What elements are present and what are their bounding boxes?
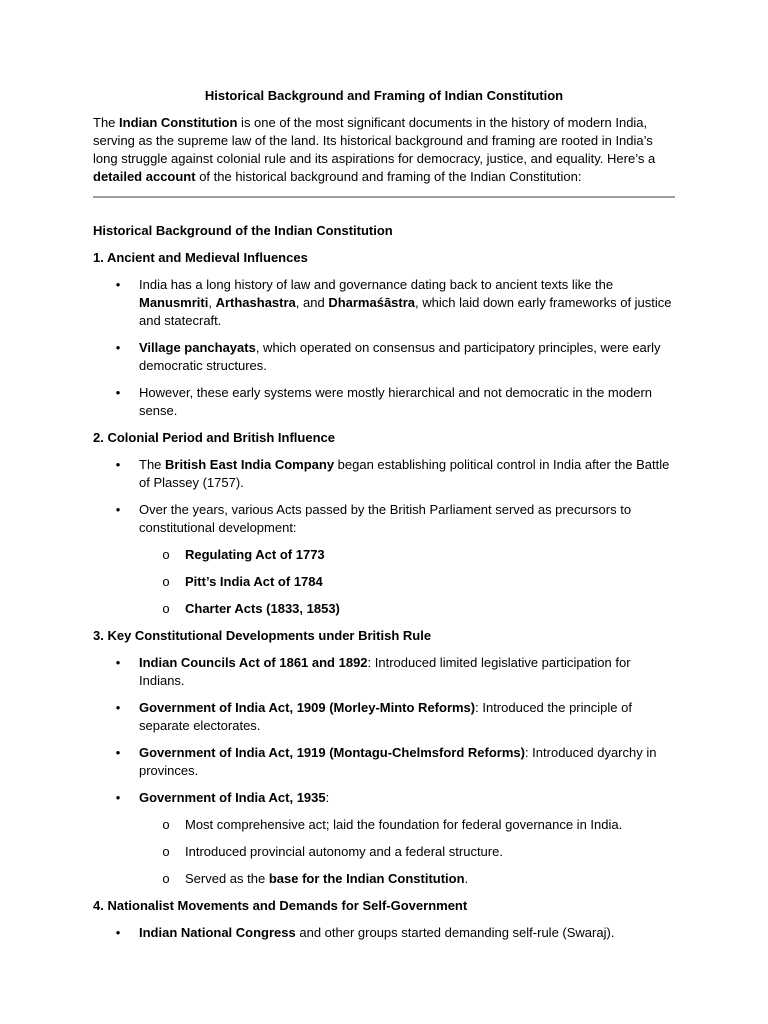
item-text: However, these early systems were mostly hierarchical and not democratic in the modern sense.: [139, 385, 652, 418]
bullet-icon: •: [115, 700, 121, 715]
item-bold: British East India Company: [165, 457, 335, 472]
item-text: : Introduced dyarchy in provinces.: [139, 745, 657, 778]
list-item: [93, 501, 675, 537]
subsection-heading: 2. Colonial Period and British Influence: [93, 430, 335, 445]
sub-list-item: [93, 573, 675, 591]
list-item: [93, 276, 675, 330]
item-text: Served as the: [185, 871, 269, 886]
item-text: , which laid down early frameworks of justice and statecraft.: [139, 295, 672, 328]
section-heading: Historical Background of the Indian Constitution: [93, 223, 393, 238]
item-bold: Indian Councils Act of 1861 and 1892: [139, 655, 368, 670]
sub-bullet-list: [93, 816, 675, 888]
document-title: Historical Background and Framing of Indian Constitution: [204, 88, 564, 103]
bullet-list: [93, 276, 675, 420]
item-text: Over the years, various Acts passed by the British Parliament served as precursors to constitutional development:: [139, 502, 632, 535]
list-item: [93, 789, 675, 807]
intro-bold: Indian Constitution: [119, 115, 238, 130]
item-text: The: [139, 457, 166, 472]
circle-bullet-icon: o: [162, 871, 170, 886]
bullet-icon: •: [115, 340, 121, 355]
circle-bullet-icon: o: [162, 601, 170, 616]
item-bold: Manusmriti: [139, 295, 209, 310]
item-text: ,: [208, 295, 216, 310]
item-text: , and: [295, 295, 329, 310]
item-bold: Government of India Act, 1935: [139, 790, 326, 805]
list-item: [93, 924, 675, 942]
list-item: [93, 654, 675, 690]
subsection-heading: 3. Key Constitutional Developments under British Rule: [93, 628, 432, 643]
bullet-icon: •: [115, 655, 121, 670]
bullet-list: [93, 456, 675, 537]
intro-text: The: [93, 115, 120, 130]
subsection-heading: 4. Nationalist Movements and Demands for Self-Government: [93, 898, 468, 913]
item-text: Most comprehensive act; laid the foundation for federal governance in India.: [185, 817, 623, 832]
item-text: Introduced provincial autonomy and a federal structure.: [185, 844, 503, 859]
item-bold: Government of India Act, 1919 (Montagu-Chelmsford Reforms): [139, 745, 525, 760]
horizontal-rule: [93, 196, 675, 198]
circle-bullet-icon: o: [162, 547, 170, 562]
item-text: , which operated on consensus and participatory principles, were early democratic structures.: [139, 340, 661, 373]
list-item: [93, 339, 675, 375]
list-item: [93, 699, 675, 735]
sub-list-item: [93, 600, 675, 618]
circle-bullet-icon: o: [162, 817, 170, 832]
bullet-icon: •: [115, 385, 121, 400]
list-item: [93, 384, 675, 420]
bullet-icon: •: [115, 502, 121, 517]
sub-list-item: [93, 870, 675, 888]
item-text: began establishing political control in India after the Battle of Plassey (1757).: [139, 457, 670, 490]
intro-text: is one of the most significant documents in the history of modern India, serving as the supreme law of the land. Its historical background and framing are rooted in India’s long struggle against colonial rule and its aspirations for democracy, justice, and equality. Here’s a: [93, 115, 656, 166]
item-bold: Government of India Act, 1909 (Morley-Minto Reforms): [139, 700, 476, 715]
item-bold: Indian National Congress: [139, 925, 296, 940]
item-text: : Introduced the principle of separate electorates.: [139, 700, 632, 733]
item-text: .: [464, 871, 469, 886]
list-item: [93, 456, 675, 492]
item-bold: Arthashastra: [215, 295, 296, 310]
item-bold: Regulating Act of 1773: [185, 547, 325, 562]
bullet-icon: •: [115, 457, 121, 472]
intro-bold: detailed account: [93, 169, 196, 184]
bullet-icon: •: [115, 925, 121, 940]
intro-text: of the historical background and framing of the Indian Constitution:: [195, 169, 582, 184]
item-bold: Pitt’s India Act of 1784: [185, 574, 323, 589]
item-bold: Village panchayats: [139, 340, 256, 355]
item-text: and other groups started demanding self-rule (Swaraj).: [295, 925, 615, 940]
item-text: :: [325, 790, 330, 805]
bullet-list: [93, 654, 675, 807]
item-text: : Introduced limited legislative participation for Indians.: [139, 655, 631, 688]
circle-bullet-icon: o: [162, 844, 170, 859]
circle-bullet-icon: o: [162, 574, 170, 589]
item-text: India has a long history of law and governance dating back to ancient texts like the: [139, 277, 614, 292]
bullet-icon: •: [115, 790, 121, 805]
list-item: [93, 744, 675, 780]
sub-list-item: [93, 843, 675, 861]
subsection-heading: 1. Ancient and Medieval Influences: [93, 250, 308, 265]
item-bold: Dharmaśāstra: [328, 295, 416, 310]
document-body: [93, 87, 675, 951]
bullet-list: [93, 924, 675, 942]
sub-list-item: [93, 816, 675, 834]
sub-bullet-list: [93, 546, 675, 618]
intro-paragraph: [93, 114, 675, 186]
bullet-icon: •: [115, 745, 121, 760]
bullet-icon: •: [115, 277, 121, 292]
sub-list-item: [93, 546, 675, 564]
item-bold: base for the Indian Constitution: [268, 871, 465, 886]
item-bold: Charter Acts (1833, 1853): [185, 601, 340, 616]
